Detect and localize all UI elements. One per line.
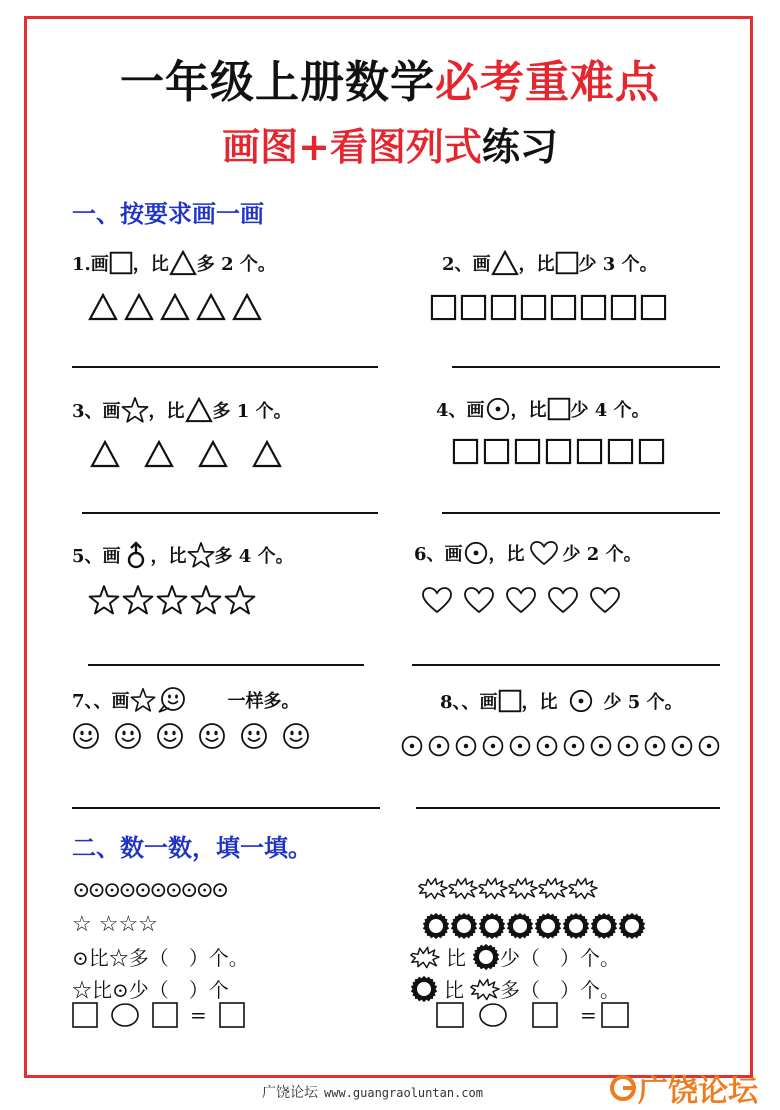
burst-icon — [470, 977, 500, 1001]
gear-icon — [534, 912, 562, 940]
square-icon — [576, 438, 603, 465]
square-icon — [550, 294, 577, 321]
triangle-icon — [198, 440, 228, 468]
dot-circle-icon — [568, 688, 594, 714]
dot-circle-icon — [463, 540, 489, 566]
answer-box[interactable] — [152, 1002, 178, 1028]
page-subtitle: 画图+看图列式练习 — [222, 125, 558, 169]
square-icon — [607, 438, 634, 465]
dot-circle-icon — [485, 396, 511, 422]
burst-icon — [568, 876, 598, 900]
operator-circle[interactable] — [478, 1002, 508, 1028]
gear-icon — [562, 912, 590, 940]
square-icon — [638, 438, 665, 465]
smiley-icon — [282, 722, 310, 750]
square-icon — [109, 251, 133, 275]
triangle-icon — [88, 292, 118, 322]
answer-box[interactable] — [219, 1002, 245, 1028]
question-1: 1.画 ，比 多 2 个。 — [72, 250, 276, 276]
dot-circle-icon — [589, 734, 613, 758]
gear-icon — [472, 943, 500, 971]
question-4: 4、画 ，比 少 4 个。 — [436, 396, 650, 422]
square-icon — [520, 294, 547, 321]
smiley-bubble-icon — [156, 686, 188, 714]
question-3: 3、画 ，比 多 1 个。 — [72, 396, 292, 424]
burst-icon — [538, 876, 568, 900]
s2-left-stars: ☆ ☆☆☆ — [72, 912, 158, 937]
q8-answer-line[interactable] — [416, 807, 720, 809]
square-icon — [545, 438, 572, 465]
smiley-icon — [198, 722, 226, 750]
triangle-icon — [169, 250, 197, 276]
answer-box[interactable] — [601, 1002, 629, 1028]
triangle-icon — [144, 440, 174, 468]
burst-icon — [418, 876, 448, 900]
section-2-heading: 二、数一数，填一填。 — [72, 833, 312, 862]
square-icon — [580, 294, 607, 321]
heart-icon — [462, 586, 496, 614]
dot-circle-icon — [481, 734, 505, 758]
gear-icon — [618, 912, 646, 940]
dot-circle-icon — [643, 734, 667, 758]
square-icon — [514, 438, 541, 465]
answer-box[interactable] — [436, 1002, 464, 1028]
equals-sign: = — [190, 1003, 207, 1027]
star-icon — [156, 584, 188, 616]
dot-circle-icon — [427, 734, 451, 758]
square-icon — [483, 438, 510, 465]
smiley-icon — [240, 722, 268, 750]
answer-box[interactable] — [532, 1002, 558, 1028]
q6-answer-line[interactable] — [412, 664, 720, 666]
footer-watermark: 广饶论坛 www.guangraoluntan.com — [262, 1085, 483, 1101]
q3-answer-line[interactable] — [82, 512, 378, 514]
s2-left-question-2: ☆比⊙少（ ）个 — [72, 978, 229, 1002]
dot-circle-icon — [616, 734, 640, 758]
triangle-icon — [232, 292, 262, 322]
s2-right-question-1: 比 少（ ）个。 — [410, 942, 620, 971]
q2-shape-row — [430, 294, 667, 321]
s2-right-gears — [422, 912, 646, 940]
burst-icon — [508, 876, 538, 900]
footer-logo: 广饶论坛 — [608, 1066, 758, 1110]
gear-icon — [422, 912, 450, 940]
heart-icon — [504, 586, 538, 614]
q8-shape-row — [400, 734, 721, 758]
question-5: 5、画 ，比 多 4 个。 — [72, 540, 294, 570]
square-icon — [610, 294, 637, 321]
triangle-icon — [124, 292, 154, 322]
square-icon — [640, 294, 667, 321]
star-icon — [224, 584, 256, 616]
burst-icon — [478, 876, 508, 900]
q1-answer-line[interactable] — [72, 366, 378, 368]
q4-shape-row — [452, 438, 665, 465]
heart-icon — [546, 586, 580, 614]
heart-icon — [529, 540, 559, 566]
dot-circle-icon — [508, 734, 532, 758]
gear-icon — [478, 912, 506, 940]
section-1-heading: 一、按要求画一画 — [72, 199, 264, 228]
square-icon — [452, 438, 479, 465]
square-icon — [555, 251, 579, 275]
smiley-icon — [114, 722, 142, 750]
s2-right-equation — [436, 1002, 629, 1028]
s2-right-question-2: 比 多（ ）个。 — [410, 974, 620, 1003]
q7-answer-line[interactable] — [72, 807, 380, 809]
q4-answer-line[interactable] — [442, 512, 720, 514]
gear-icon — [450, 912, 478, 940]
gear-icon — [590, 912, 618, 940]
dot-circle-icon — [454, 734, 478, 758]
triangle-icon — [185, 397, 213, 423]
star-icon — [130, 687, 156, 713]
q1-shape-row — [88, 292, 262, 322]
q5-answer-line[interactable] — [88, 664, 364, 666]
gear-icon — [410, 975, 438, 1003]
gear-icon — [506, 912, 534, 940]
dot-circle-icon — [670, 734, 694, 758]
equals-sign: = — [580, 1003, 597, 1027]
star-icon — [187, 541, 215, 569]
burst-icon — [410, 945, 440, 969]
s2-left-dots: ⊙⊙⊙⊙⊙⊙⊙⊙⊙⊙ — [72, 878, 227, 903]
operator-circle[interactable] — [110, 1002, 140, 1028]
star-icon — [190, 584, 222, 616]
dot-circle-icon — [562, 734, 586, 758]
square-icon — [430, 294, 457, 321]
star-icon — [122, 584, 154, 616]
dot-circle-icon — [535, 734, 559, 758]
male-symbol-icon — [125, 540, 147, 570]
triangle-icon — [196, 292, 226, 322]
q7-shape-row — [72, 722, 310, 750]
square-icon — [547, 397, 571, 421]
triangle-icon — [160, 292, 190, 322]
page-title: 一年级上册数学必考重难点 — [120, 57, 660, 108]
q2-answer-line[interactable] — [452, 366, 720, 368]
heart-icon — [588, 586, 622, 614]
triangle-icon — [90, 440, 120, 468]
question-2: 2、画 ，比 少 3 个。 — [442, 250, 658, 276]
square-icon — [498, 689, 522, 713]
logo-icon — [608, 1073, 638, 1103]
s2-left-equation — [72, 1002, 245, 1028]
triangle-icon — [252, 440, 282, 468]
burst-icon — [448, 876, 478, 900]
dot-circle-icon — [697, 734, 721, 758]
heart-icon — [420, 586, 454, 614]
smiley-icon — [72, 722, 100, 750]
triangle-icon — [491, 250, 519, 276]
smiley-icon — [156, 722, 184, 750]
s2-right-bursts — [418, 876, 598, 900]
answer-box[interactable] — [72, 1002, 98, 1028]
s2-left-question-1: ⊙比☆多（ ）个。 — [72, 946, 249, 970]
star-icon — [88, 584, 120, 616]
question-6: 6、画 ，比 少 2 个。 — [414, 540, 642, 566]
dot-circle-icon — [400, 734, 424, 758]
q3-shape-row — [90, 440, 282, 468]
q6-shape-row — [420, 586, 622, 614]
question-8: 8、、画 ，比 少 5 个。 — [440, 688, 683, 714]
square-icon — [490, 294, 517, 321]
star-icon — [121, 396, 149, 424]
q5-shape-row — [88, 584, 256, 616]
square-icon — [460, 294, 487, 321]
question-7: 7、、画 一样多。 — [72, 686, 300, 714]
